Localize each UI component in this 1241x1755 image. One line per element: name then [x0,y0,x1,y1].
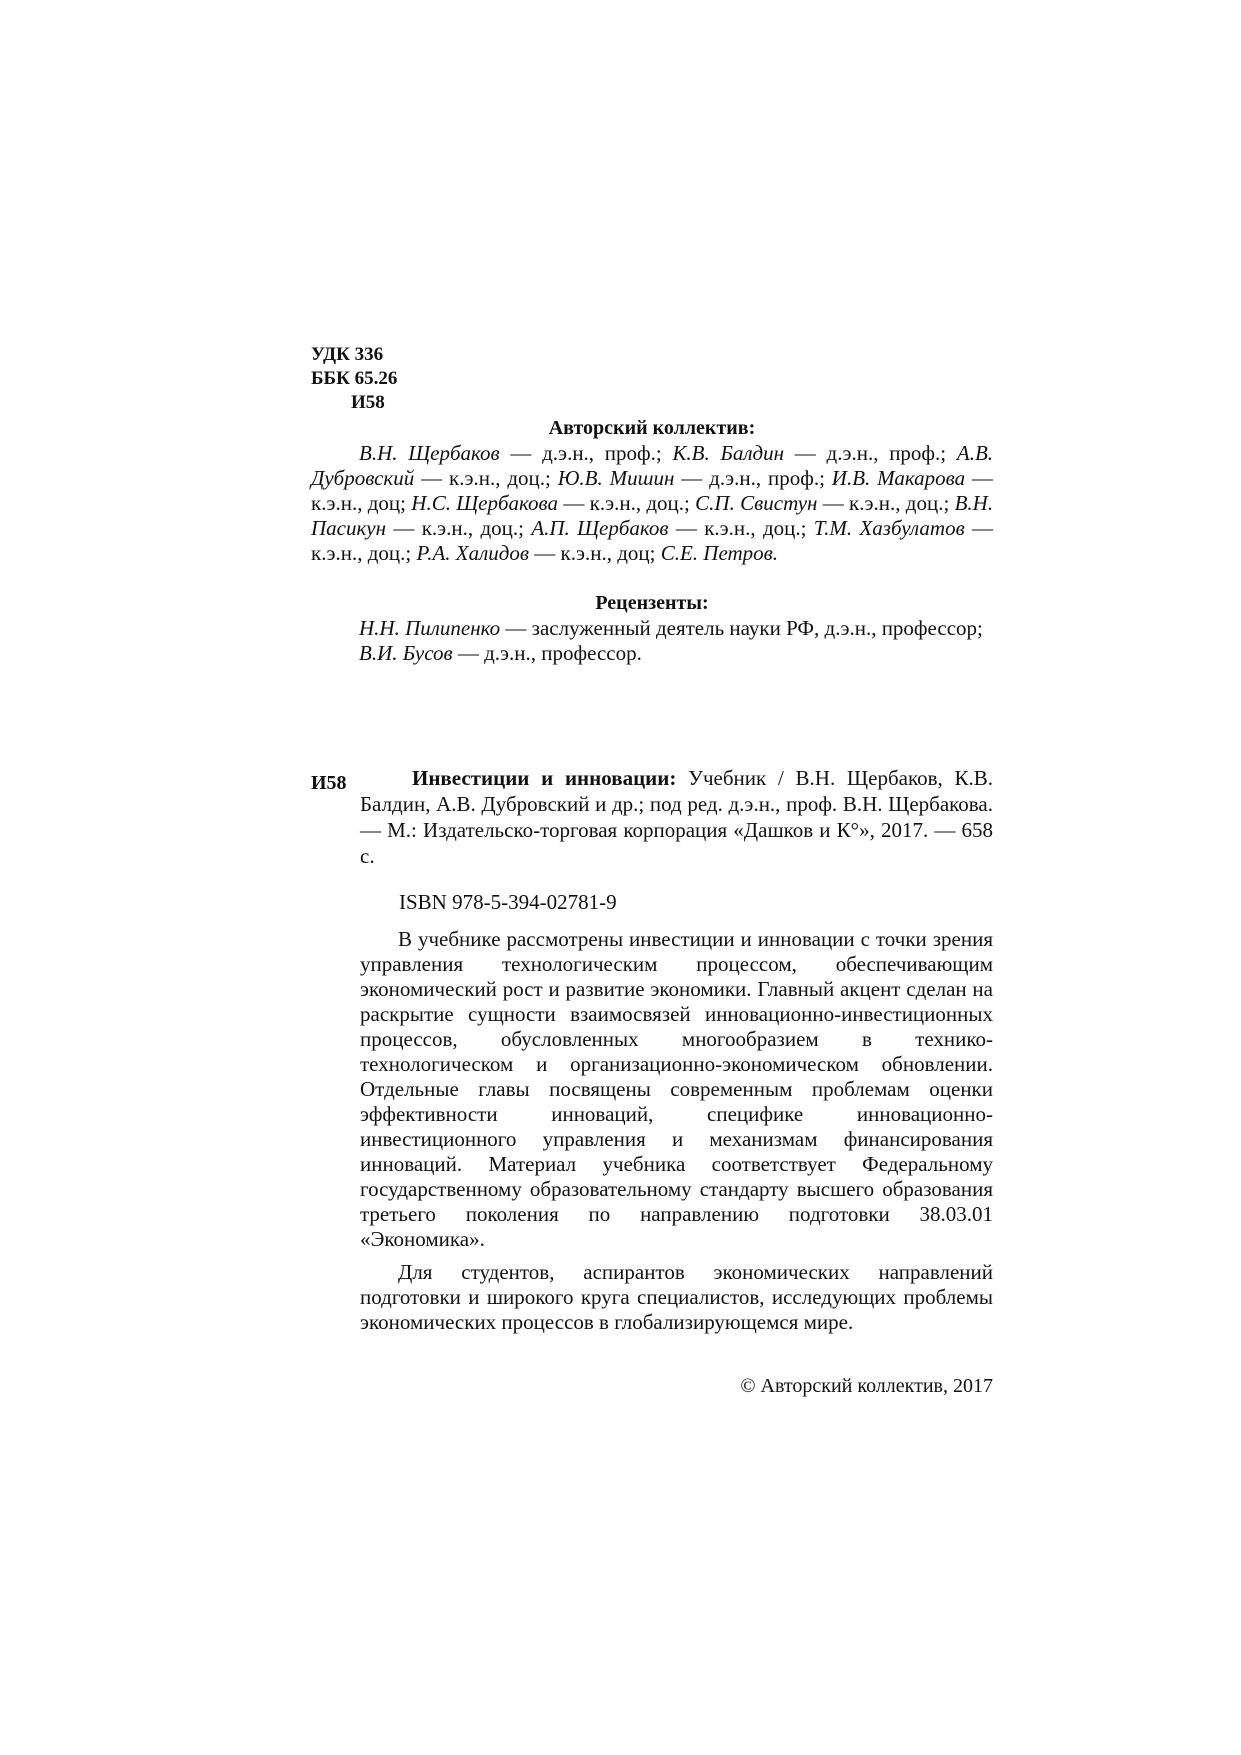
author-name: А.В. Дубровский [311,441,994,490]
reviewer-title: заслуженный деятель науки РФ, д.э.н., профессор; [531,616,983,640]
author-title: к.э.н., доц.; [704,516,807,540]
author-name: Р.А. Халидов [416,541,529,565]
reviewers-list [311,616,993,666]
authors-list: В.Н. Щербаков — д.э.н., проф.; К.В. Балдин — д.э.н., проф.; А.В. Дубровский — к.э.н., доц.; Ю.В. Мишин — д.э.н., проф.; И.В. Макарова — к.э.н., доц; Н.С. Щербакова — к.э.н., доц.; С.П. Свистун — к.э.н., доц.; В.Н. Пасикун — к.э.н., доц.; А.П. Щербаков — к.э.н., доц.; Т.М. Хазбулатов — к.э.н., доц.; Р.А. Халидов — к.э.н., доц; С.Е. Петров. [311,441,994,565]
author-title: к.э.н., доц.; [849,491,950,515]
isbn: ISBN 978-5-394-02781-9 [399,890,617,914]
annotation-paragraph: В учебнике рассмотрены инвестиции и инновации с точки зрения управления технологическим процессом, обеспечивающим экономический рост и развитие экономики. Главный акцент сделан на раскрытие сущности взаимосвязей инновационно-инвестиционных процессов, обусловленных многообразием в технико-технологическом и организационно-экономическом обновлении. Отдельные главы посвящены современным проблемам оценки эффективности инноваций, специфике инновационно-инвестиционного управления и механизмам финансирования инноваций. Материал учебника соответствует Федеральному государственному образовательному стандарту высшего образования третьего поколения по направлению подготовки 38.03.01 «Экономика». [360,927,993,1251]
author-name: А.П. Щербаков [531,516,669,540]
reviewer-name: В.И. Бусов [359,641,453,665]
author-title: д.э.н., проф.; [826,441,947,465]
reviewer-entry: В.И. Бусов — д.э.н., профессор. [359,641,642,665]
author-title: к.э.н., доц.; [449,466,551,490]
reviewer-name: Н.Н. Пилипенко [359,616,501,640]
author-title: к.э.н., доц.; [589,491,690,515]
annotation [360,927,993,1335]
author-name: С.Е. Петров. [660,541,779,565]
author-title: к.э.н., доц; [560,541,656,565]
book-title: Инвестиции и инновации: [412,766,677,790]
authors-section [311,415,993,566]
classification-codes [311,343,397,415]
reviewers-section [311,590,993,666]
book-description: Учебник / В.Н. Щербаков, К.В. Балдин, А.В. Дубровский и др.; под ред. д.э.н., проф. В.Н. Щербакова. — М.: Издательско-торговая корпорация «Дашков и К°», 2017. — 658 с. [360,766,993,868]
author-name: Т.М. Хазбулатов [813,516,965,540]
author-name: В.Н. Щербаков [359,441,500,465]
author-mark: И58 [351,392,385,413]
reviewer-title: д.э.н., профессор. [484,641,642,665]
author-name: К.В. Балдин [672,441,785,465]
catalog-entry [360,765,993,869]
reviewers-heading: Рецензенты: [595,592,709,614]
author-name: С.П. Свистун [695,491,818,515]
author-name: В.Н. Пасикун [311,491,994,540]
authors-heading: Авторский коллектив: [548,417,756,439]
copyright: © Авторский коллектив, 2017 [740,1375,993,1397]
author-name: Н.С. Щербакова [411,491,559,515]
catalog-code: И58 [311,772,347,794]
author-name: И.В. Макарова [831,466,966,490]
udk-code: УДК 336 [311,344,384,365]
author-title: к.э.н., доц; [311,491,406,515]
annotation-paragraph: Для студентов, аспирантов экономических направлений подготовки и широкого круга специалистов, исследующих проблемы экономических процессов в глобализирующемся мире. [360,1260,993,1334]
author-title: к.э.н., доц.; [311,541,412,565]
author-name: Ю.В. Мишин [557,466,675,490]
author-title: к.э.н., доц.; [421,516,524,540]
bbk-code: ББК 65.26 [311,368,398,389]
reviewer-entry: Н.Н. Пилипенко — заслуженный деятель науки РФ, д.э.н., профессор; [359,616,983,640]
author-title: д.э.н., проф.; [542,441,662,465]
author-title: д.э.н., проф.; [709,466,825,490]
